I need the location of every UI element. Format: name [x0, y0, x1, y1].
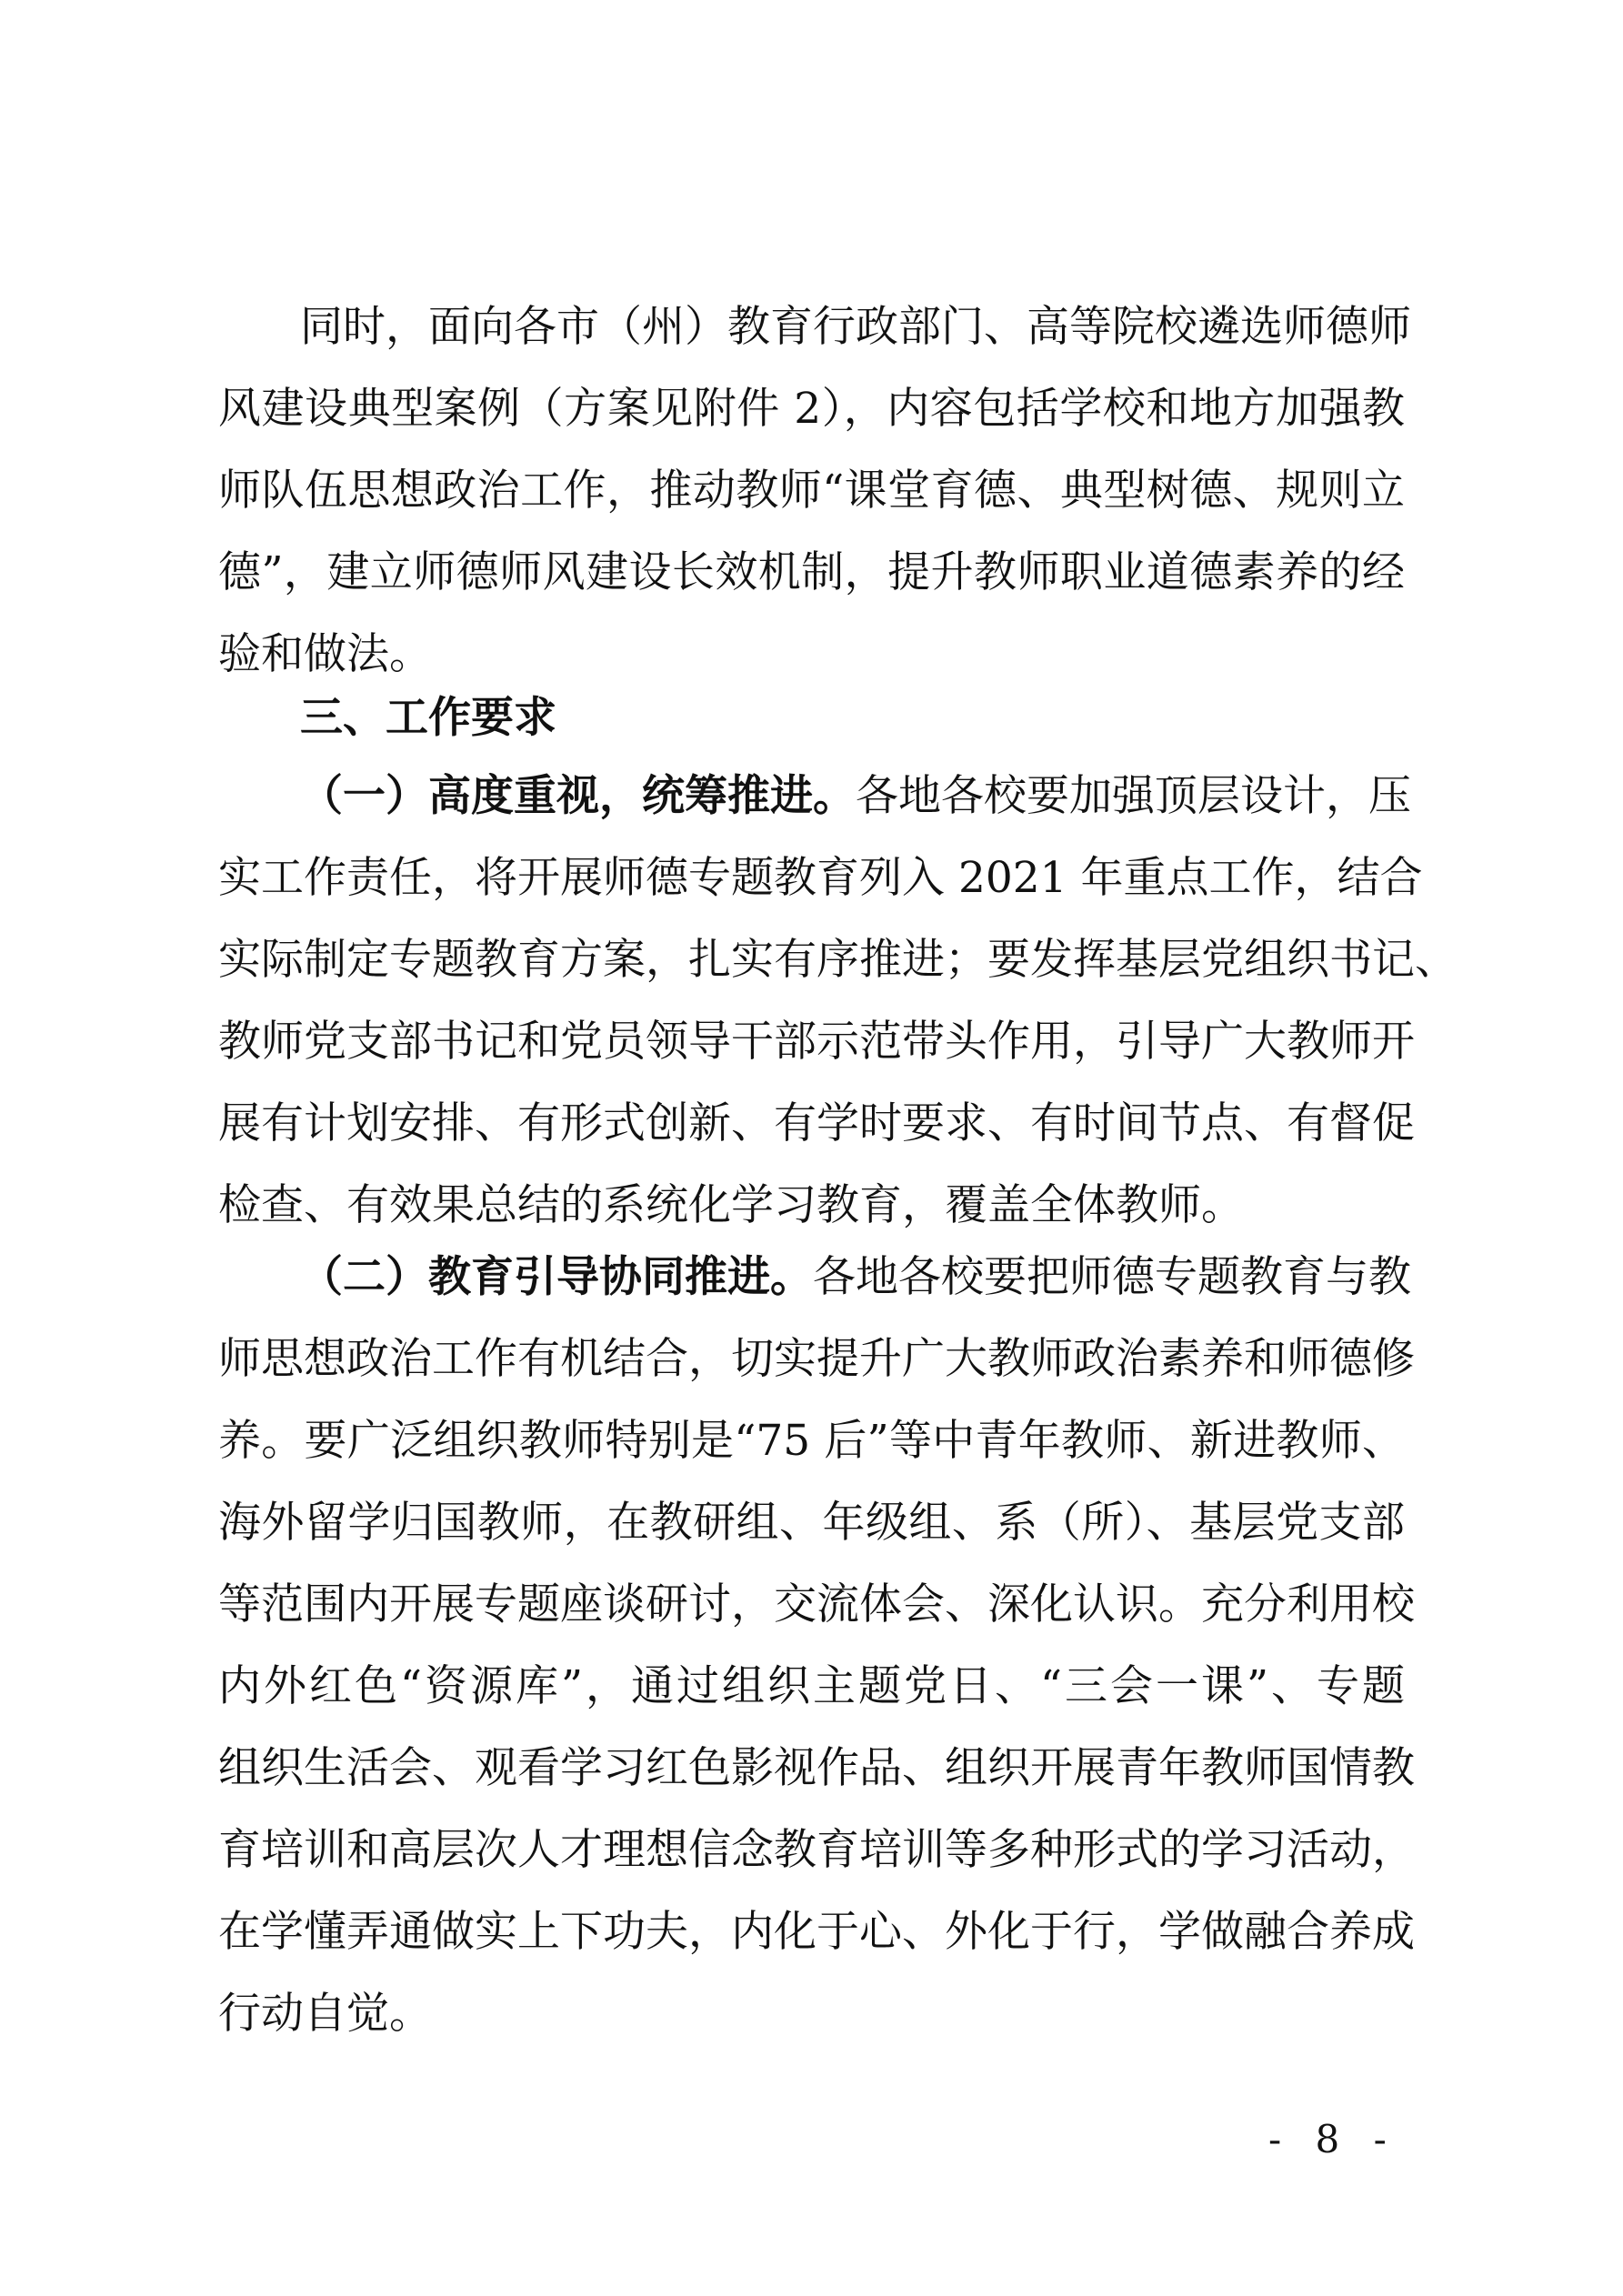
paragraph-line: 等范围内开展专题座谈研讨，交流体会、深化认识。充分利用校	[218, 1579, 1415, 1629]
paragraph-text: 各地各校要把师德专题教育与教	[813, 1252, 1411, 1302]
paragraph-line: 行动自觉。	[218, 1989, 432, 2039]
paragraph-line: 同时，面向各市（州）教育行政部门、高等院校遴选师德师	[300, 302, 1411, 352]
page-number: - 8 -	[1268, 2117, 1398, 2161]
paragraph-text: 各地各校要加强顶层设计，压	[856, 771, 1411, 821]
paragraph-line: 展有计划安排、有形式创新、有学时要求、有时间节点、有督促	[218, 1098, 1415, 1148]
section-heading: 三、工作要求	[300, 693, 556, 743]
paragraph-lead: （二）教育引导协同推进。	[300, 1252, 813, 1302]
paragraph-line: 内外红色“资源库”，通过组织主题党日、“三会一课”、专题	[218, 1661, 1405, 1711]
paragraph-line: 教师党支部书记和党员领导干部示范带头作用，引导广大教师开	[218, 1017, 1415, 1067]
paragraph-line: 师思想政治工作有机结合，切实提升广大教师政治素养和师德修	[218, 1334, 1415, 1384]
paragraph-line: 德”，建立师德师风建设长效机制，提升教师职业道德素养的经	[218, 547, 1405, 597]
paragraph-line: 实际制定专题教育方案，扎实有序推进；要发挥基层党组织书记、	[218, 935, 1458, 985]
paragraph-line: 在学懂弄通做实上下功夫，内化于心、外化于行，学做融合养成	[218, 1907, 1415, 1957]
paragraph-lead: （一）高度重视，统筹推进。	[300, 771, 856, 821]
paragraph-line: 实工作责任，将开展师德专题教育列入 2021 年重点工作，结合	[218, 853, 1423, 903]
paragraph-line: 师队伍思想政治工作，推动教师“课堂育德、典型树德、规则立	[218, 466, 1405, 516]
paragraph-line: 检查、有效果总结的系统化学习教育，覆盖全体教师。	[218, 1180, 1244, 1230]
paragraph-line: 验和做法。	[218, 629, 432, 679]
paragraph-line-first	[300, 1250, 1411, 1305]
paragraph-line: 风建设典型案例（方案见附件 2），内容包括学校和地方加强教	[218, 384, 1405, 434]
paragraph-line: 养。要广泛组织教师特别是“75 后”等中青年教师、新进教师、	[218, 1416, 1405, 1466]
paragraph-line: 育培训和高层次人才理想信念教育培训等多种形式的学习活动，	[218, 1825, 1415, 1875]
paragraph-line: 组织生活会、观看学习红色影视作品、组织开展青年教师国情教	[218, 1743, 1415, 1793]
paragraph-line-first	[300, 769, 1411, 824]
paragraph-line: 海外留学归国教师，在教研组、年级组、系（所）、基层党支部	[218, 1498, 1405, 1548]
